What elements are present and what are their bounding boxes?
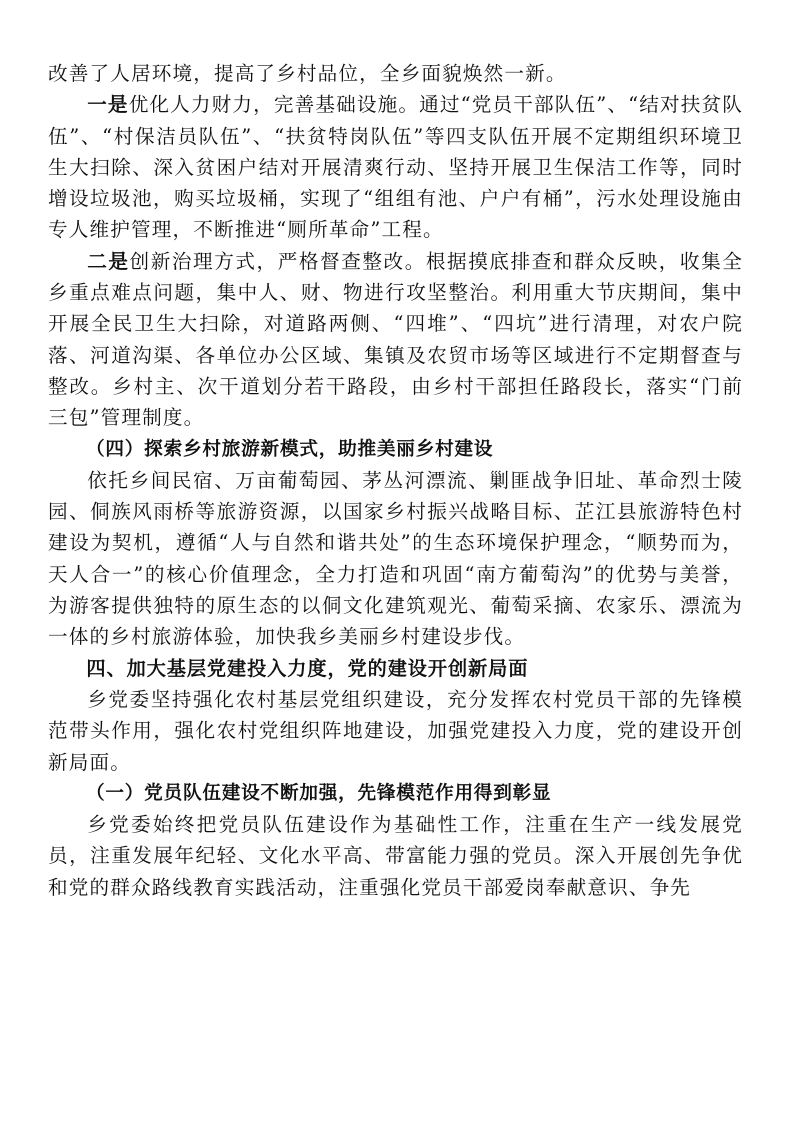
subheading-party-members: （一）党员队伍建设不断加强，先锋模范作用得到彰显 [86,782,552,804]
paragraph-measure-two [48,246,743,434]
subheading-tourism: （四）探索乡村旅游新模式，助推美丽乡村建设 [86,438,494,460]
paragraph-text: 创新治理方式，严格督查整改。根据摸底排查和群众反映，收集全乡重点难点问题，集中人、财、物进行攻坚整治。利用重大节庆期间，集中开展全民卫生大扫除，对道路两侧、“四堆”、“四坑”进行清理，对农户院落、河道沟渠、各单位办公区域、集镇及农贸市场等区域进行不定期督查与整改。乡村主、次干道划分若干路段，由乡村干部担任路段长，落实“门前三包”管理制度。 [48,249,743,430]
paragraph-continuation: 改善了人居环境，提高了乡村品位，全乡面貌焕然一新。 [48,62,567,85]
paragraph-party-members: 乡党委始终把党员队伍建设作为基础性工作，注重在生产一线发展党员，注重发展年纪轻、文化水平高、带富能力强的党员。深入开展创先争优和党的群众路线教育实践活动，注重强化党员干部爱岗奉献意识、争先 [48,813,743,899]
paragraph-text: 优化人力财力，完善基础设施。通过“党员干部队伍”、“结对扶贫队伍”、“村保洁员队伍”、“扶贫特岗队伍”等四支队伍开展不定期组织环境卫生大扫除、深入贫困户结对开展清爽行动、坚持开展卫生保洁工作等，同时增设垃圾池，购买垃圾桶，实现了“组组有池、户户有桶”，污水处理设施由专人维护管理，不断推进“厕所革命”工程。 [48,93,744,242]
paragraph-tourism: 依托乡间民宿、万亩葡萄园、茅丛河漂流、剿匪战争旧址、革命烈士陵园、侗族风雨桥等旅游资源，以国家乡村振兴战略目标、芷江县旅游特色村建设为契机，遵循“人与自然和谐共处”的生态环境保护理念，“顺势而为，天人合一”的核心价值理念，全力打造和巩固“南方葡萄沟”的优势与美誉，为游客提供独特的原生态的以侗文化建筑观光、葡萄采摘、农家乐、漂流为一体的乡村旅游体验，加快我乡美丽乡村建设步伐。 [48,468,743,649]
document-page [48,58,743,903]
paragraph-lead: 一是 [87,93,129,117]
paragraph-measure-one [48,89,743,245]
paragraph-party-building: 乡党委坚持强化农村基层党组织建设，充分发挥农村党员干部的先锋模范带头作用，强化农村党组织阵地建设，加强党建投入力度，党的建设开创新局面。 [48,687,743,774]
section-heading-party-building: 四、加大基层党建投入力度，党的建设开创新局面 [86,656,529,680]
paragraph-lead: 二是 [87,249,130,273]
